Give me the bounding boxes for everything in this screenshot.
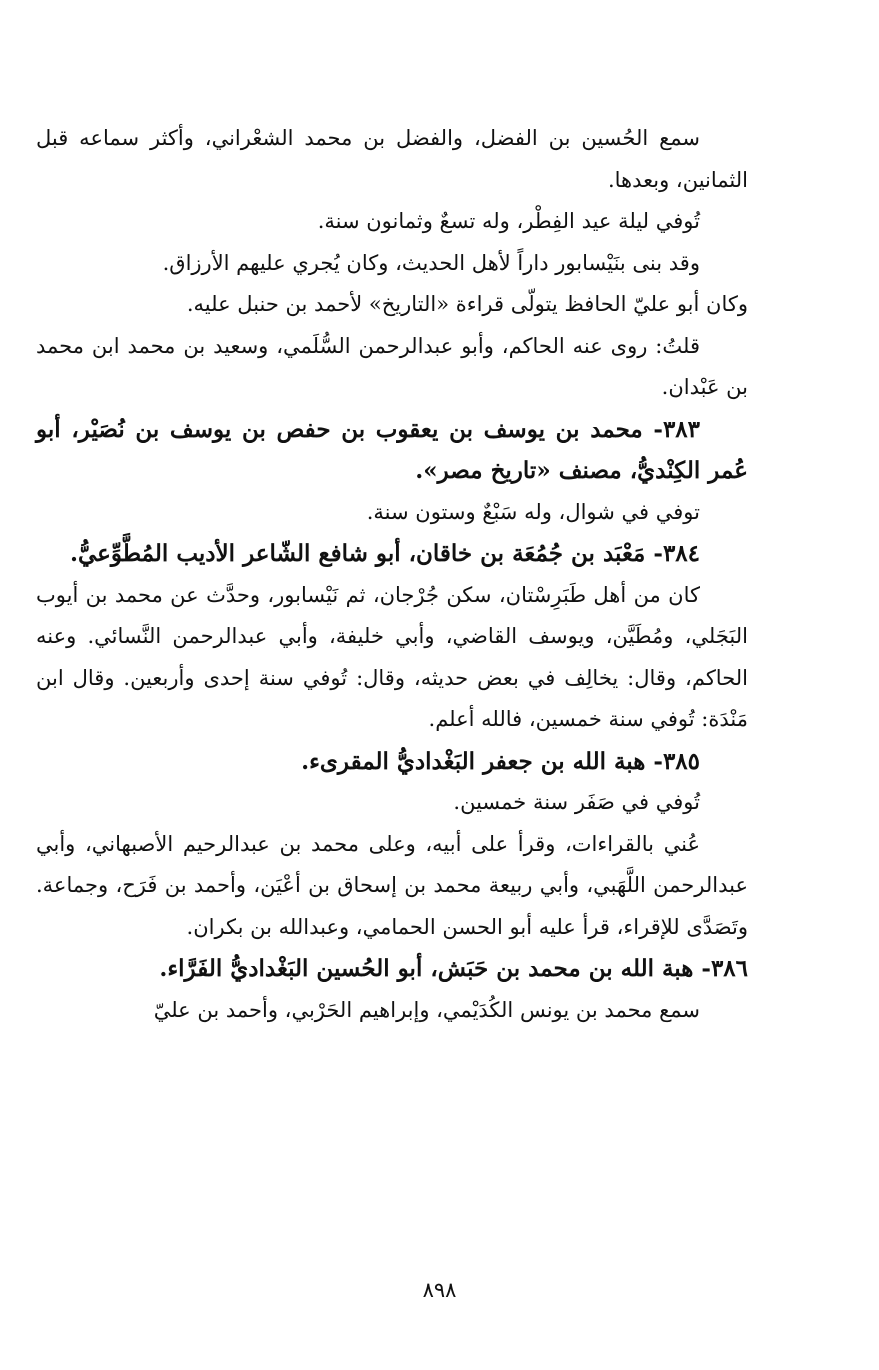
entry-heading-386: ٣٨٦- هبة الله بن محمد بن حَبَش، أبو الحُسين البَغْداديُّ الفَرَّاء. (159, 955, 748, 982)
paragraph: قلتُ: روى عنه الحاكم، وأبو عبدالرحمن السُّلَمي، وسعيد بن محمد ابن محمد بن عَبْدان. (36, 333, 748, 399)
entry-heading-384: ٣٨٤- مَعْبَد بن جُمُعَة بن خاقان، أبو شافع الشّاعر الأديب المُطَّوِّعيُّ. (69, 540, 700, 567)
paragraph: سمع الحُسين بن الفضل، والفضل بن محمد الشعْراني، وأكثر سماعه قبل الثمانين، وبعدها. (36, 126, 748, 192)
paragraph: سمع محمد بن يونس الكُدَيْمي، وإبراهيم الحَرْبي، وأحمد بن عليّ (153, 997, 700, 1022)
entry-heading-383: ٣٨٣- محمد بن يوسف بن يعقوب بن حفص بن يوسف بن نُصَيْر، أبو عُمر الكِنْديُّ، مصنف «تاريخ مصر». (36, 415, 748, 484)
page-number: ٨٩٨ (422, 1278, 457, 1302)
paragraph: عُني بالقراءات، وقرأ على أبيه، وعلى محمد بن عبدالرحيم الأصبهاني، وأبي عبدالرحمن اللَّهَبي، وأبي ربيعة محمد بن إسحاق بن أعْيَن، وأحمد بن فَرَح، وجماعة. وتَصَدَّى للإقراء، قرأ عليه أبو الحسن الحمامي، وعبدالله بن بكران. (36, 831, 748, 939)
paragraph: وقد بنى بنَيْسابور داراً لأهل الحديث، وكان يُجري عليهم الأرزاق. (162, 250, 700, 275)
paragraph: وكان أبو عليّ الحافظ يتولّى قراءة «التاريخ» لأحمد بن حنبل عليه. (186, 292, 748, 316)
paragraph: كان من أهل طَبَرِسْتان، سكن جُرْجان، ثم نَيْسابور، وحدَّث عن محمد بن أيوب البَجَلي، ومُطَيَّن، ويوسف القاضي، وأبي خليفة، وأبي عبدالرحمن النَّسائي. وعنه الحاكم، وقال: يخالِف في بعض حديثه، وقال: تُوفي سنة إحدى وأربعين. وقال ابن مَنْدَة: تُوفي سنة خمسين، فالله أعلم. (36, 582, 748, 731)
entry-heading-385: ٣٨٥- هبة الله بن جعفر البَغْداديُّ المقرىء. (301, 747, 700, 775)
paragraph: تُوفي ليلة عيد الفِطْر، وله تسعٌ وثمانون سنة. (317, 209, 700, 233)
book-page-body (36, 118, 748, 1031)
paragraph: تُوفي في صَفَر سنة خمسين. (453, 790, 700, 814)
paragraph: توفي في شوال، وله سَبْعٌ وستون سنة. (366, 499, 700, 524)
